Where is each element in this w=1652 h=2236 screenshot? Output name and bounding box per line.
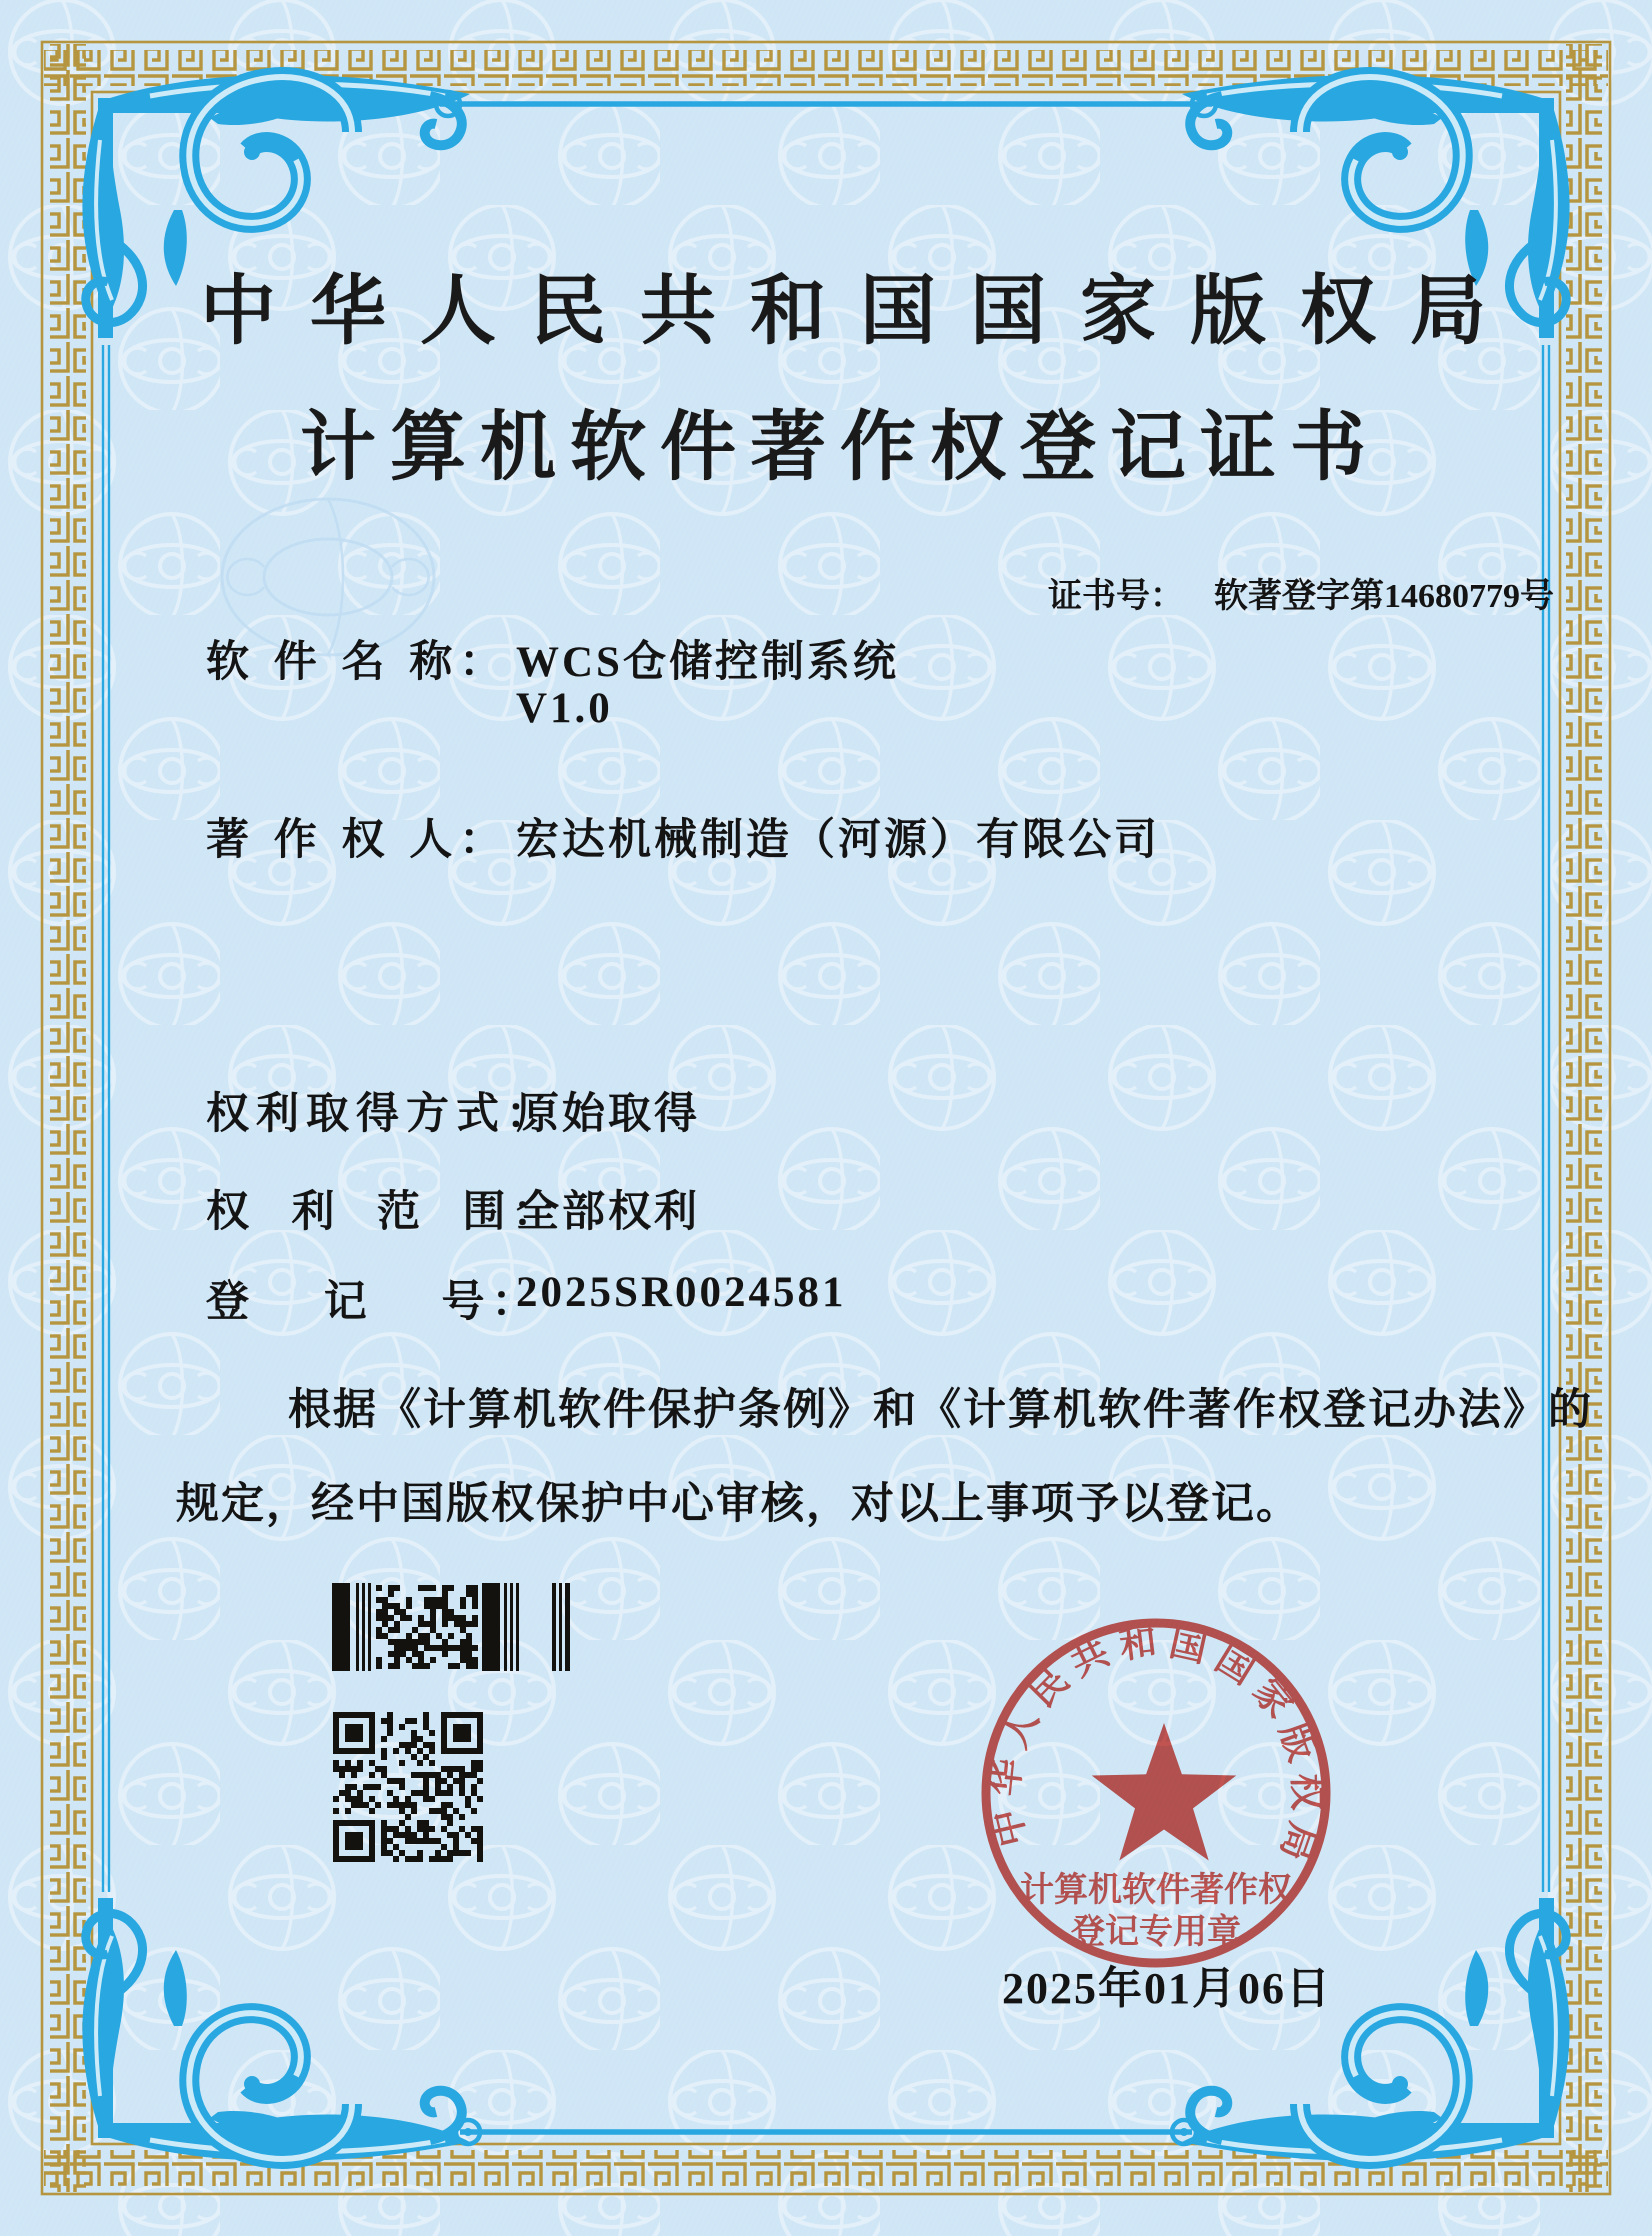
- certificate-number: [1014, 530, 1554, 655]
- document-title: 计算机软件著作权登记证书: [300, 406, 1380, 490]
- barcode: [332, 1583, 570, 1671]
- barcode-bars: [332, 1583, 570, 1671]
- qr-code: [333, 1712, 483, 1862]
- rights-acquisition-value: 原始取得: [516, 1091, 700, 1138]
- statement-line-1: 根据《计算机软件保护条例》和《计算机软件著作权登记办法》的: [288, 1387, 1593, 1434]
- issuer-title: 中华人民共和国国家版权局: [200, 270, 1520, 354]
- certificate-number-value: 软著登字第14680779号: [1214, 578, 1554, 615]
- rights-scope-value: 全部权利: [516, 1189, 700, 1236]
- software-name-value: WCS仓储控制系统: [516, 639, 899, 686]
- rights-acquisition-label: 权利取得方式：: [206, 1091, 556, 1138]
- corner-flourish-bottom-left: [82, 1898, 470, 2161]
- star-icon: [1092, 1723, 1237, 1861]
- issue-date: 2025年01月06日: [1002, 1964, 1332, 2013]
- statement-line-2: 规定，经中国版权保护中心审核，对以上事项予以登记。: [176, 1481, 1301, 1528]
- copyright-owner-label: 著 作 权 人：: [206, 817, 510, 864]
- certificate-number-label: 证书号：: [1048, 578, 1184, 615]
- rights-scope-label: 权 利 范 围：: [206, 1189, 563, 1236]
- software-name-label: 软 件 名 称：: [206, 639, 510, 686]
- registration-number-value: 2025SR0024581: [516, 1269, 847, 1316]
- seal-line-1: 计算机软件著作权: [1020, 1872, 1292, 1909]
- seal-line-2: 登记专用章: [1071, 1914, 1241, 1951]
- seal-ring-text: 中华人民共和国国家版权局: [985, 1621, 1327, 1866]
- software-version-value: V1.0: [516, 685, 613, 732]
- registration-number-label: 登 记 号：: [206, 1279, 542, 1326]
- qr-code-modules: [333, 1712, 483, 1862]
- copyright-owner-value: 宏达机械制造（河源）有限公司: [516, 817, 1160, 864]
